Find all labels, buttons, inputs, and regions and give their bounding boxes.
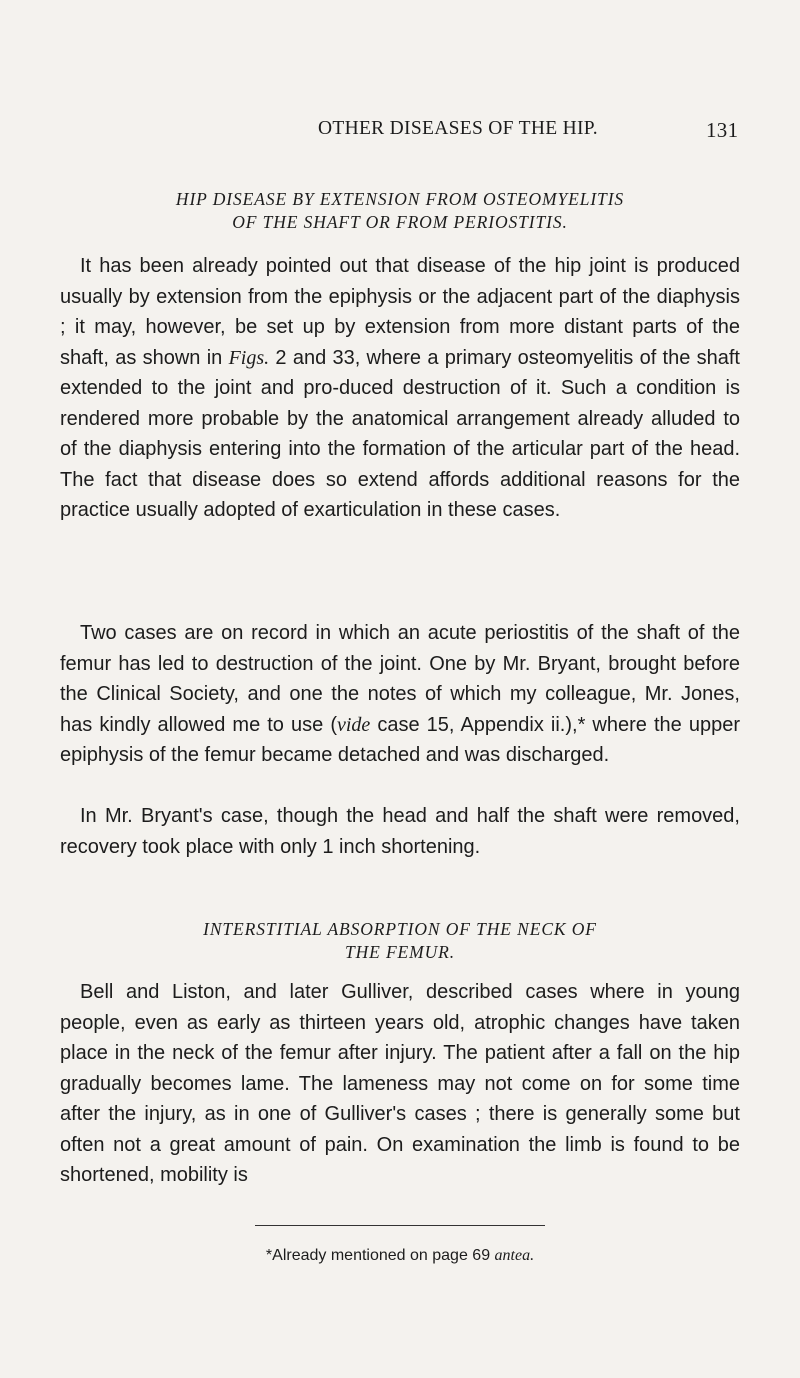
footnote <box>60 1247 740 1265</box>
section-heading-absorption <box>60 918 740 964</box>
section-heading-line: OF THE SHAFT OR FROM PERIOSTITIS. <box>232 212 568 232</box>
footnote-text: *Already mentioned on page 69 <box>265 1247 495 1264</box>
paragraph <box>60 251 740 526</box>
paragraph-text: 2 and 33, where a primary osteomyelitis of the shaft extended to the joint and pro-duced destruction of it. Such a condition is rendered more probable by the anatomical arrangement already alluded to of the diaphysis entering into the formation of the articular part of the head. The fact that disease does so extend affords additional reasons for the practice usually adopted of exarticulation in these cases. <box>60 346 740 521</box>
page-number: 131 <box>706 118 739 142</box>
paragraph-text: It has been already pointed out that disease of the hip joint is produced usually by extension from the epiphysis or the adjacent part of the diaphysis ; it may, however, be set up by extension from more distant parts of the shaft, as shown in <box>60 255 740 369</box>
paragraph <box>60 801 740 862</box>
paragraph <box>60 977 740 1191</box>
section-heading-line: INTERSTITIAL ABSORPTION OF THE NECK OF <box>203 919 597 939</box>
footnote-italic: antea. <box>494 1247 535 1264</box>
figs-italic: Figs. <box>228 346 270 369</box>
paragraph-text: Bell and Liston, and later Gulliver, described cases where in young people, even as early as thirteen years old, atrophic changes have taken place in the neck of the femur after injury. The patient after a fall on the hip gradually becomes lame. The lameness may not come on for some time after the injury, as in one of Gulliver's cases ; there is generally some but often not a great amount of pain. On examination the limb is found to be shortened, mobility is <box>60 981 740 1186</box>
footnote-divider <box>255 1225 545 1226</box>
section-heading-osteomyelitis <box>60 188 740 234</box>
vide-italic: vide <box>336 713 371 736</box>
section-heading-line: HIP DISEASE BY EXTENSION FROM OSTEOMYELITIS <box>175 189 625 209</box>
paragraph-text: Two cases are on record in which an acute periostitis of the shaft of the femur has led to destruction of the joint. One by Mr. Bryant, brought before the Clinical Society, and one the notes of which my colleague, Mr. Jones, has kindly allowed me to use ( <box>60 622 740 736</box>
paragraph <box>60 618 740 771</box>
paragraph-text: case 15, Appendix ii.),* where the upper epiphysis of the femur became detached and was discharged. <box>60 713 740 766</box>
paragraph-text: In Mr. Bryant's case, though the head and half the shaft were removed, recovery took place with only 1 inch shortening. <box>60 805 740 858</box>
section-heading-line: THE FEMUR. <box>344 942 456 962</box>
running-head-title: OTHER DISEASES OF THE HIP. <box>318 118 598 139</box>
